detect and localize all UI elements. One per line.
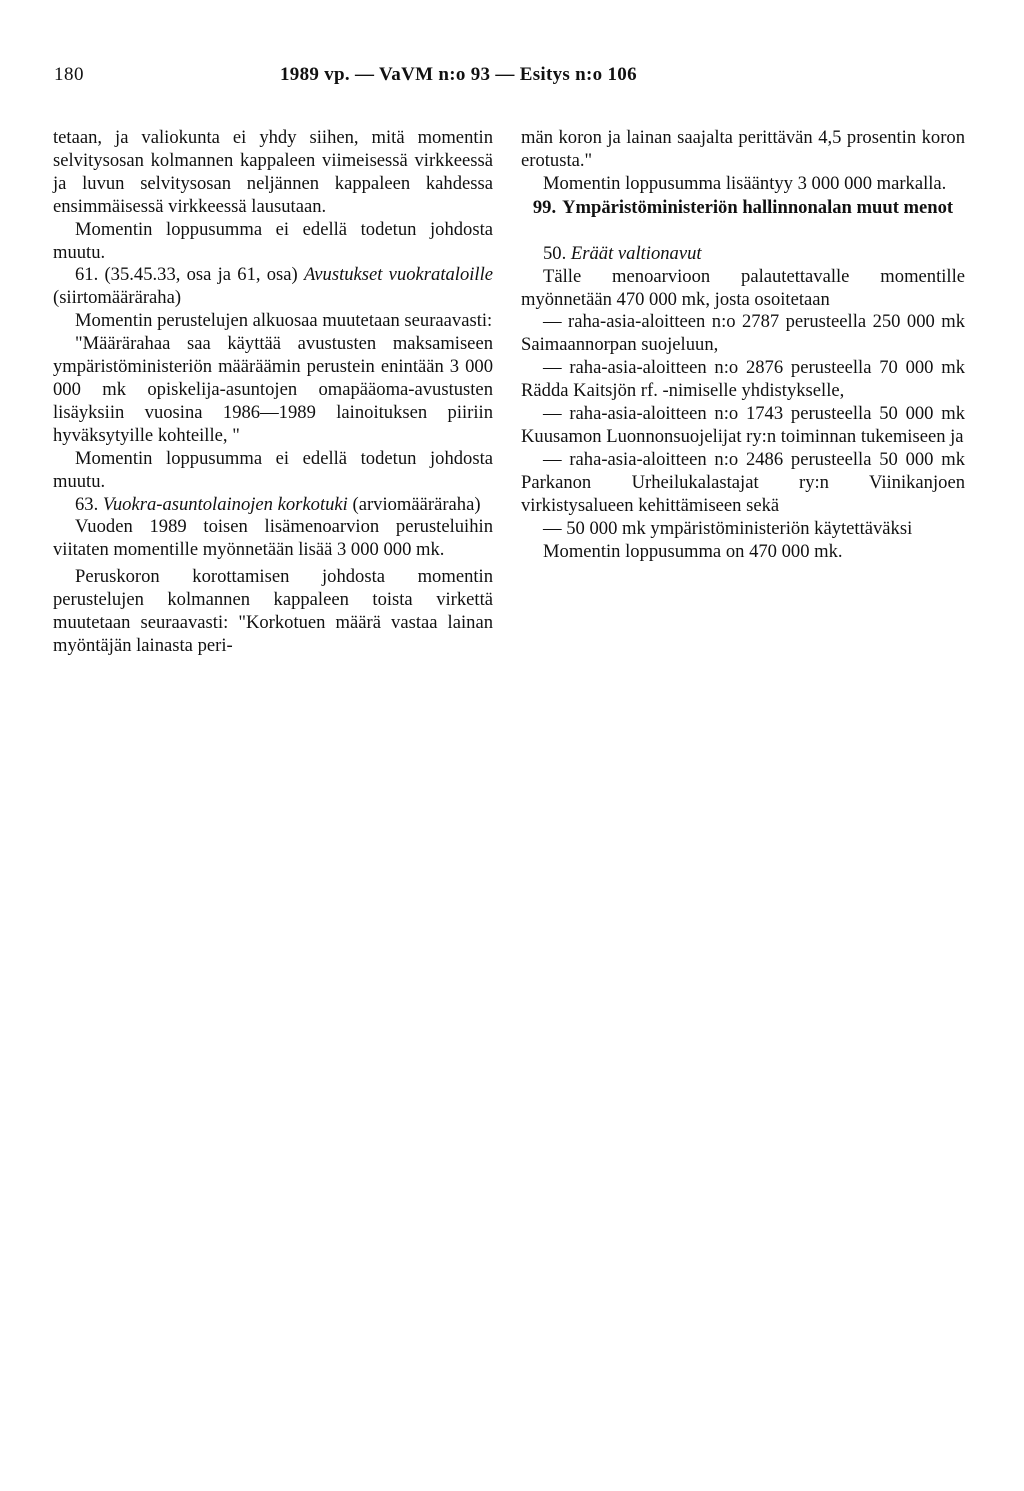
item-title-korkotuki: Vuokra-asuntolainojen korkotuki bbox=[102, 493, 348, 515]
right-column bbox=[521, 127, 965, 563]
list-item: — 50 000 mk ympäristöministeriön käytettäväksi bbox=[543, 517, 913, 539]
left-paragraph-6: Momentin loppusumma ei edellä todetun johdosta muutu. bbox=[53, 447, 493, 492]
left-paragraph-2: Momentin loppusumma ei edellä todetun johdosta muutu. bbox=[53, 218, 493, 263]
left-paragraph-4: Momentin perustelujen alkuosaa muutetaan seuraavasti: bbox=[75, 310, 493, 332]
list-item: — raha-asia-aloitteen n:o 2876 perusteella 70 000 mk Rädda Kaitsjön rf. -nimiselle yhdistykselle, bbox=[521, 357, 965, 402]
left-paragraph-7 bbox=[53, 494, 493, 517]
left-paragraph-5: "Määrärahaa saa käyttää avustusten maksamiseen ympäristöministeriön määräämin perustein enintään 3 000 000 mk opiskelija-asuntojen omapääoma-avustusten lisäyksiin vuosina 1986—1989 lainoituksen piiriin hyväksytyille kohteille, " bbox=[53, 333, 493, 446]
item-number-61: 61. (35.45.33, osa ja 61, osa) bbox=[75, 264, 298, 286]
item-type: (siirtomääräraha) bbox=[53, 287, 182, 309]
left-paragraph-9: Peruskoron korottamisen johdosta momentin perustelujen kolmannen kappaleen toista virkettä muutetaan seuraavasti: "Korkotuen määrä vastaa lainan myöntäjän lainasta peri- bbox=[53, 566, 493, 656]
item-number-63: 63. bbox=[75, 493, 99, 515]
list-item: — raha-asia-aloitteen n:o 1743 perusteella 50 000 mk Kuusamon Luonnonsuojelijat ry:n toiminnan tukemiseen ja bbox=[521, 403, 965, 447]
right-paragraph-1: män koron ja lainan saajalta perittävän 4,5 prosentin koron erotusta." bbox=[521, 127, 965, 171]
section-title: Ympäristöministeriön hallinnonalan muut menot bbox=[562, 196, 954, 218]
list-item: — raha-asia-aloitteen n:o 2486 perusteella 50 000 mk Parkanon Urheilukalastajat ry:n Viinikanjoen virkistysalueen kehittämiseen sekä bbox=[521, 448, 965, 516]
right-paragraph-2: Momentin loppusumma lisääntyy 3 000 000 markalla. bbox=[543, 172, 947, 194]
right-paragraph-3: Tälle menoarvioon palautettavalle momentille myönnetään 470 000 mk, josta osoitetaan bbox=[521, 265, 965, 310]
right-item-50 bbox=[521, 243, 965, 266]
item-number-50: 50. bbox=[543, 242, 567, 264]
section-heading-99 bbox=[521, 196, 965, 219]
right-paragraph-4: Momentin loppusumma on 470 000 mk. bbox=[543, 540, 843, 562]
list-item: — raha-asia-aloitteen n:o 2787 perusteella 250 000 mk Saimaannorpan suojeluun, bbox=[521, 311, 965, 356]
left-column bbox=[53, 127, 493, 658]
running-header: 1989 vp. — VaVM n:o 93 — Esitys n:o 106 bbox=[280, 64, 637, 85]
item-type: (arviomääräraha) bbox=[352, 493, 481, 515]
page-number: 180 bbox=[54, 64, 84, 85]
left-paragraph-1: tetaan, ja valiokunta ei yhdy siihen, mitä momentin selvitysosan kolmannen kappaleen viimeisessä virkkeessä ja luvun selvitysosan neljännen kappaleen kahdessa ensimmäisessä virkkeessä lausutaan. bbox=[53, 127, 493, 217]
item-title-avustukset: Avustukset vuokrataloille bbox=[303, 264, 493, 286]
left-paragraph-3 bbox=[53, 264, 493, 310]
item-title-valtionavut: Eräät valtionavut bbox=[570, 242, 702, 264]
left-paragraph-8: Vuoden 1989 toisen lisämenoarvion perusteluihin viitaten momentille myönnetään lisää 3 000 000 mk. bbox=[53, 516, 493, 561]
section-number: 99. bbox=[532, 196, 557, 218]
